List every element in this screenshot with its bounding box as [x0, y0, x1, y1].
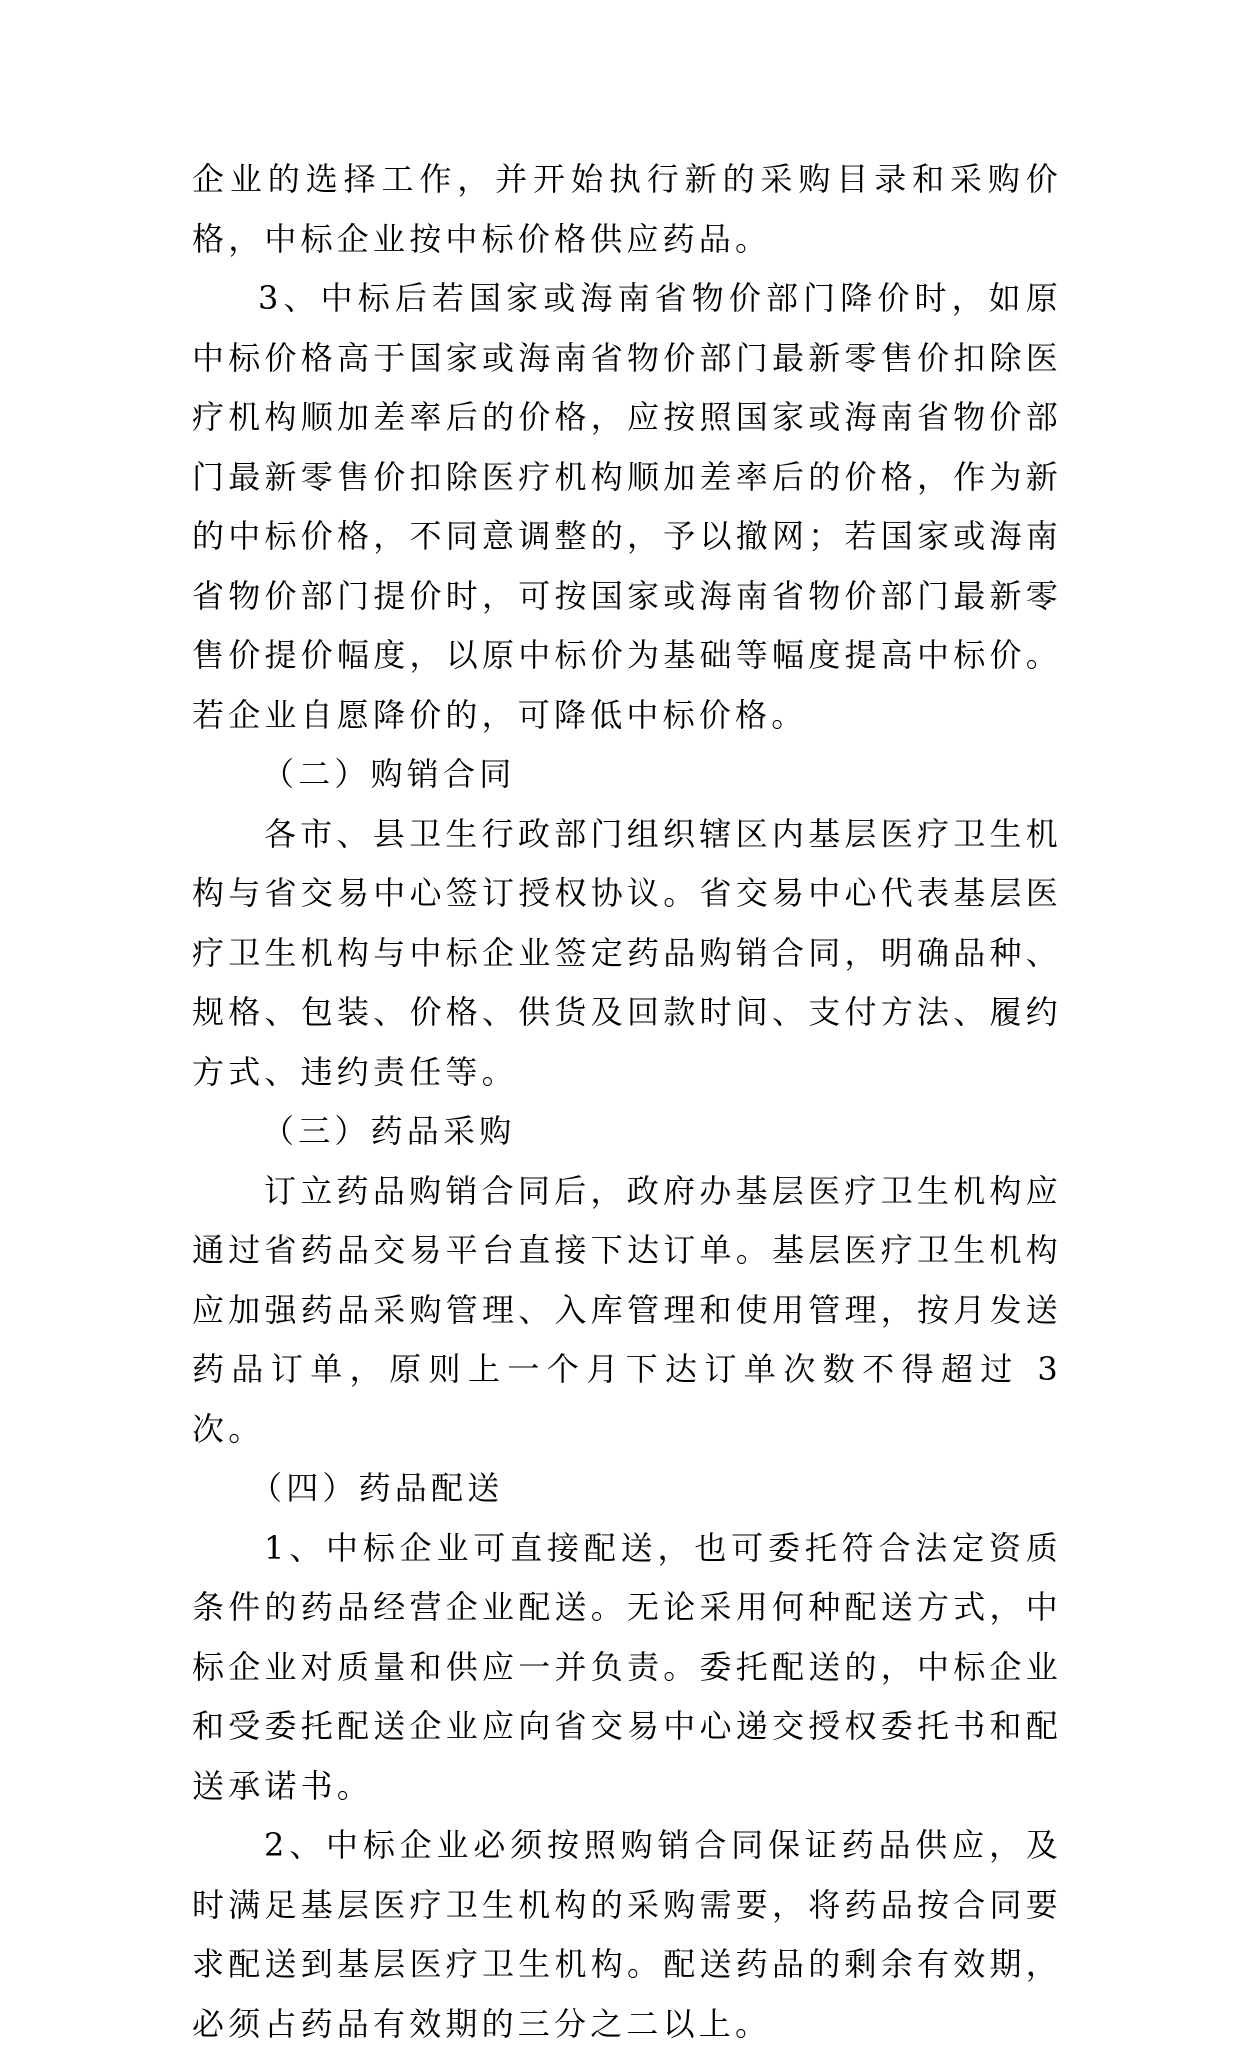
- paragraph-delivery-2: 2、中标企业必须按照购销合同保证药品供应，及时满足基层医疗卫生机构的采购需要，将药品按合同要求配送到基层医疗卫生机构。配送药品的剩余有效期，必须占药品有效期的三分之二以上。: [192, 1826, 1062, 2043]
- section-heading-drug-procurement: （三）药品采购: [262, 1112, 516, 1150]
- section-heading-purchase-contract: （二）购销合同: [262, 755, 516, 793]
- paragraph-continuation: 企业的选择工作，并开始执行新的采购目录和采购价格，中标企业按中标价格供应药品。: [192, 160, 1062, 258]
- paragraph-drug-procurement: 订立药品购销合同后，政府办基层医疗卫生机构应通过省药品交易平台直接下达订单。基层医疗卫生机构应加强药品采购管理、入库管理和使用管理，按月发送药品订单，原则上一个月下达订单次数不得超过 3 次。: [192, 1171, 1062, 1448]
- paragraph-price-adjustment: 3、中标后若国家或海南省物价部门降价时，如原中标价格高于国家或海南省物价部门最新零售价扣除医疗机构顺加差率后的价格，应按照国家或海南省物价部门最新零售价扣除医疗机构顺加差率后的价格，作为新的中标价格，不同意调整的，予以撤网；若国家或海南省物价部门提价时，可按国家或海南省物价部门最新零售价提价幅度，以原中标价为基础等幅度提高中标价。若企业自愿降价的，可降低中标价格。: [192, 279, 1062, 734]
- section-heading-drug-delivery: （四）药品配送: [250, 1469, 504, 1507]
- document-body: [192, 150, 1062, 2054]
- paragraph-purchase-contract: 各市、县卫生行政部门组织辖区内基层医疗卫生机构与省交易中心签订授权协议。省交易中心代表基层医疗卫生机构与中标企业签定药品购销合同，明确品种、规格、包装、价格、供货及回款时间、支付方法、履约方式、违约责任等。: [192, 814, 1062, 1091]
- paragraph-delivery-1: 1、中标企业可直接配送，也可委托符合法定资质条件的药品经营企业配送。无论采用何种配送方式，中标企业对质量和供应一并负责。委托配送的，中标企业和受委托配送企业应向省交易中心递交授权委托书和配送承诺书。: [192, 1528, 1062, 1805]
